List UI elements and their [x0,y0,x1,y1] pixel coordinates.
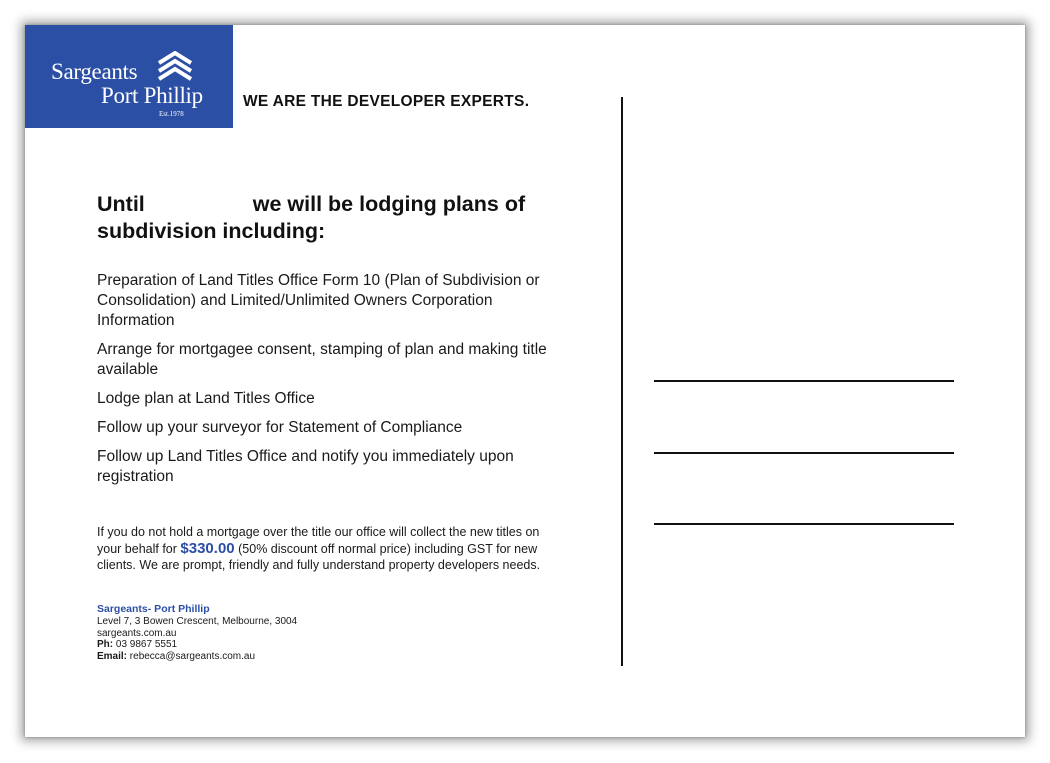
contact-email: rebecca@sargeants.com.au [129,651,256,663]
address-line [654,523,954,525]
tagline: WE ARE THE DEVELOPER EXPERTS. [243,93,530,110]
logo-text-line2: Port Phillip [101,83,203,108]
offer-text-end: (50% discount off normal price) including GST for new clients. We are prompt, friendly and fully understand property developers needs. [97,541,541,572]
service-item: Arrange for mortgagee consent, stamping of plan and making title available [97,341,547,378]
contact-email-row [97,651,397,663]
phone-label: Ph: [97,639,114,651]
center-divider [621,97,623,666]
logo-established: Est.1978 [159,110,184,118]
email-label: Email: [97,651,128,663]
service-item: Follow up your surveyor for Statement of Compliance [97,419,463,436]
service-item: Preparation of Land Titles Office Form 10 (Plan of Subdivision or Consolidation) and Limited/Unlimited Owners Corporation Information [97,272,540,329]
service-list [97,271,567,496]
offer-text-start: If you do not hold a mortgage over the title our office will collect the new titles on your behalf for [97,525,540,556]
contact-phone: 03 9867 5551 [115,639,178,651]
offer-note [97,524,567,574]
contact-company: Sargeants- Port Phillip [97,603,210,615]
postcard [25,25,1025,737]
logo [25,25,233,128]
contact-address: Level 7, 3 Bowen Crescent, Melbourne, 3004 [97,615,298,627]
address-line [654,452,954,454]
house-chevrons-icon [157,51,193,81]
contact-website: sargeants.com.au [97,627,177,639]
service-item: Follow up Land Titles Office and notify you immediately upon registration [97,448,514,485]
offer-price: $330.00 [180,539,235,557]
logo-text-line1: Sargeants [51,59,138,84]
service-item: Lodge plan at Land Titles Office [97,390,315,407]
heading-start: Until [97,192,145,216]
heading-end: we will be lodging plans of subdivision including: [97,192,526,243]
contact-phone-row [97,639,397,651]
contact-block [97,604,397,663]
main-heading [97,191,577,245]
address-line [654,380,954,382]
